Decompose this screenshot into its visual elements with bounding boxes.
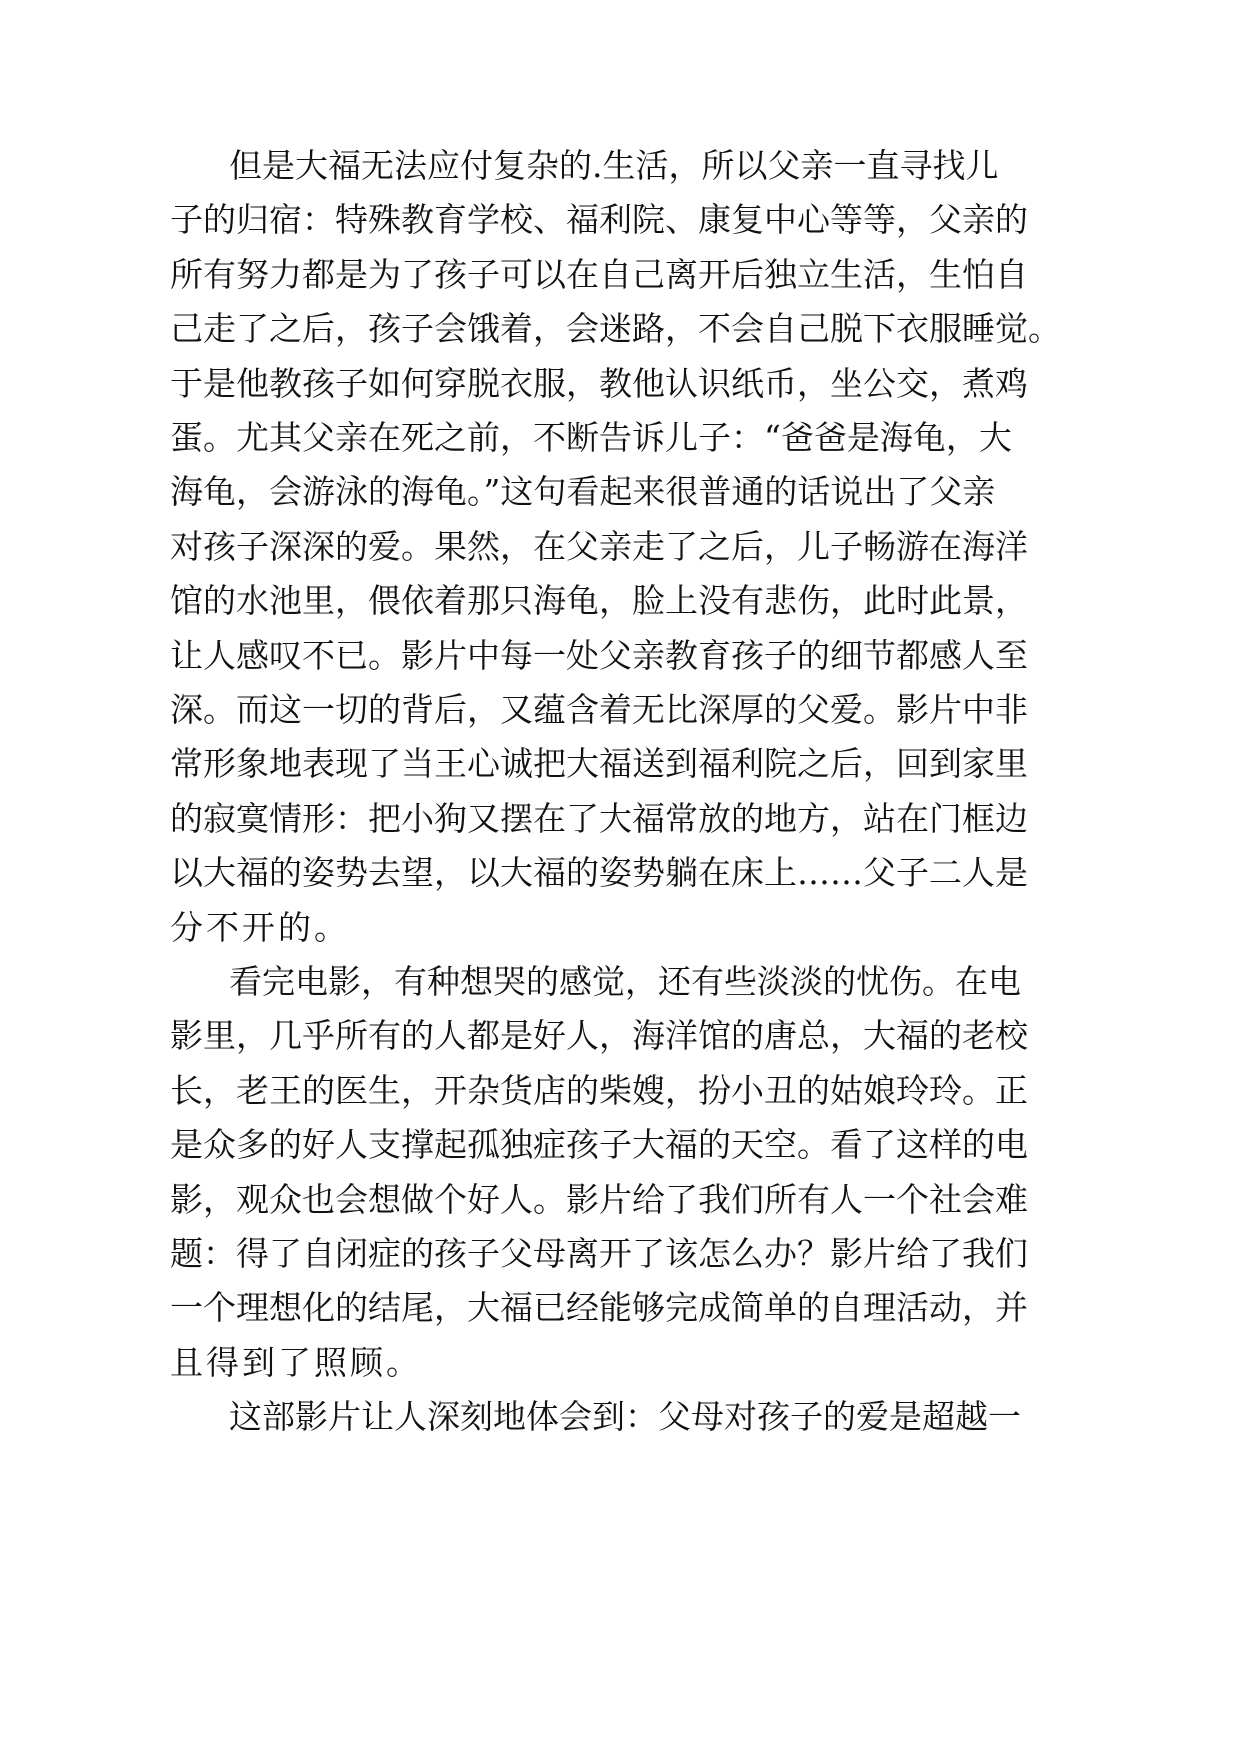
text-line: 一个理想化的结尾，大福已经能够完成简单的自理活动，并 — [170, 1288, 1028, 1328]
text-line: 子的归宿：特殊教育学校、福利院、康复中心等等，父亲的 — [170, 200, 1028, 240]
text-line: 以大福的姿势去望，以大福的姿势躺在床上……父子二人是 — [170, 853, 1028, 893]
text-line: 海龟，会游泳的海龟。”这句看起来很普通的话说出了父亲 — [170, 472, 996, 512]
text-line: 深。而这一切的背后，又蕴含着无比深厚的父爱。影片中非 — [170, 690, 1028, 729]
text-line: 对孩子深深的爱。果然，在父亲走了之后，儿子畅游在海洋 — [170, 526, 1028, 566]
text-line: 题：得了自闭症的孩子父母离开了该怎么办？影片给了我们 — [170, 1234, 1028, 1273]
text-line: 蛋。尤其父亲在死之前，不断告诉儿子：“爸爸是海龟，大 — [170, 418, 1012, 457]
text-line: 这部影片让人深刻地体会到：父母对孩子的爱是超越一 — [229, 1397, 1021, 1437]
text-line: 且得到了照顾。 — [170, 1342, 422, 1382]
text-line: 常形象地表现了当王心诚把大福送到福利院之后，回到家里 — [170, 744, 1028, 784]
text-line: 己走了之后，孩子会饿着，会迷路，不会自己脱下衣服睡觉。 — [170, 309, 1061, 349]
text-line: 的寂寞情形：把小狗又摆在了大福常放的地方，站在门框边 — [170, 798, 1028, 838]
text-line: 分不开的。 — [170, 907, 350, 947]
text-line: 长，老王的医生，开杂货店的柴嫂，扮小丑的姑娘玲玲。正 — [170, 1070, 1028, 1110]
text-line: 影里，几乎所有的人都是好人，海洋馆的唐总，大福的老校 — [170, 1016, 1028, 1056]
text-line: 于是他教孩子如何穿脱衣服，教他认识纸币，坐公交，煮鸡 — [170, 363, 1028, 403]
text-line: 是众多的好人支撑起孤独症孩子大福的天空。看了这样的电 — [170, 1125, 1028, 1165]
text-line: 看完电影，有种想哭的感觉，还有些淡淡的忧伤。在电 — [229, 962, 1021, 1001]
text-line: 影，观众也会想做个好人。影片给了我们所有人一个社会难 — [170, 1179, 1028, 1219]
text-line: 馆的水池里，偎依着那只海龟，脸上没有悲伤，此时此景， — [170, 581, 1028, 621]
text-line: 所有努力都是为了孩子可以在自己离开后独立生活，生怕自 — [170, 254, 1028, 294]
text-line: 但是大福无法应付复杂的.生活，所以父亲一直寻找儿 — [229, 146, 999, 185]
text-line: 让人感叹不已。影片中每一处父亲教育孩子的细节都感人至 — [170, 635, 1028, 675]
